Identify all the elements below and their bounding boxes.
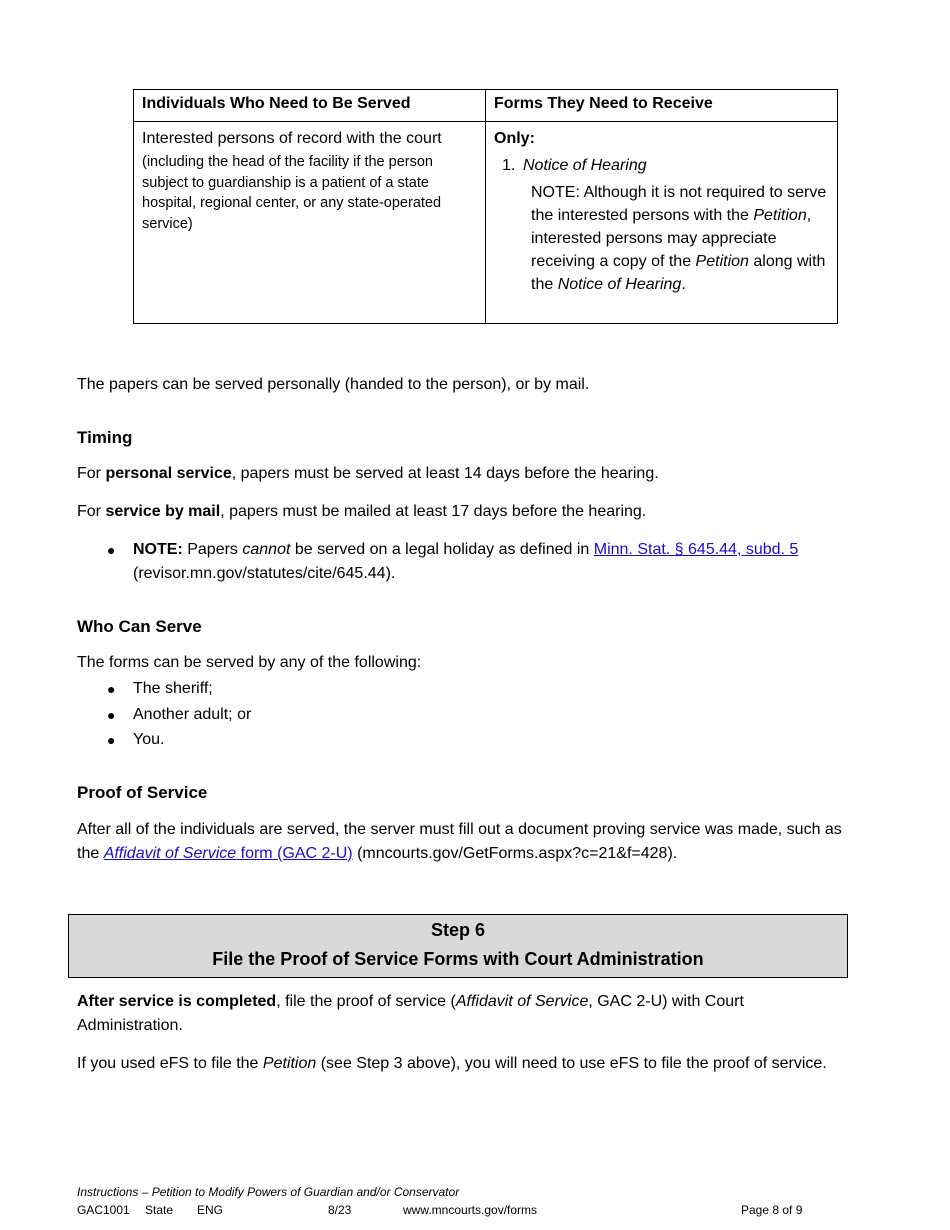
bullet-icon: ● — [107, 542, 116, 558]
service-table — [133, 89, 838, 324]
who-note: (including the head of the facility if the person subject to guardianship is a patient of a state hospital, regional center, or any state-operated service) — [142, 154, 442, 232]
step6-title: File the Proof of Service Forms with Court Administration — [212, 949, 704, 969]
who-can-serve-intro: The forms can be served by any of the following: — [77, 654, 422, 671]
holiday-note: ● NOTE: Papers cannot be served on a legal holiday as defined in Minn. Stat. § 645.44, subd. 5 (revisor.mn.gov/statutes/cite/645.44). — [107, 538, 867, 586]
list-item — [494, 155, 829, 177]
efs-text: If you used eFS to file the Petition (see Step 3 above), you will need to use eFS to file the proof of service. — [77, 1055, 827, 1072]
step6-number: Step 6 — [430, 920, 486, 940]
proof-text: After all of the individuals are served, the server must fill out a document proving service was made, such as the Affidavit of Service form (GAC 2-U) (mncourts.gov/GetForms.aspx?c=21&f=428). — [77, 821, 842, 862]
mail-service-text: For service by mail, papers must be mailed at least 17 days before the hearing. — [77, 503, 647, 520]
only-label: Only: — [494, 130, 535, 147]
table-header-forms: Forms They Need to Receive — [486, 90, 838, 122]
list-item: ● You. — [107, 728, 867, 752]
minn-stat-link[interactable]: Minn. Stat. § 645.44, subd. 5 — [593, 541, 799, 558]
forms-note: NOTE: Although it is not required to serve the interested persons with the Petition, interested persons may appreciate receiving a copy of the Petition along with the Notice of Hearing. — [531, 184, 827, 293]
footer-scope: State — [145, 1203, 174, 1217]
footer-code: GAC1001 — [77, 1203, 130, 1217]
who-cell — [134, 122, 486, 324]
footer-page: Page 8 of 9 — [741, 1203, 803, 1217]
timing-heading: Timing — [77, 428, 133, 447]
item-number: 1. — [502, 157, 516, 174]
step6-banner — [68, 914, 848, 978]
footer-lang: ENG — [197, 1203, 224, 1217]
list-item: ● Another adult; or — [107, 703, 867, 727]
who-can-serve-heading: Who Can Serve — [77, 617, 202, 636]
bullet-icon: ● — [107, 732, 116, 748]
table-row — [134, 122, 838, 324]
proof-heading: Proof of Service — [77, 783, 208, 802]
after-service-text: After service is completed, file the proof of service (Affidavit of Service, GAC 2-U) with Court Administration. — [77, 993, 744, 1034]
bullet-icon: ● — [107, 707, 116, 723]
footer-site: www.mncourts.gov/forms — [403, 1203, 538, 1217]
who-text: Interested persons of record with the court — [142, 130, 442, 147]
footer-date: 8/23 — [328, 1203, 352, 1217]
served-methods-text: The papers can be served personally (handed to the person), or by mail. — [77, 376, 590, 393]
bullet-icon: ● — [107, 681, 116, 697]
affidavit-form-link[interactable]: Affidavit of Service form (GAC 2-U) — [103, 845, 353, 862]
table-header-individuals: Individuals Who Need to Be Served — [134, 90, 486, 122]
personal-service-text: For personal service, papers must be served at least 14 days before the hearing. — [77, 465, 659, 482]
item-title: Notice of Hearing — [523, 157, 647, 174]
list-item: ● The sheriff; — [107, 677, 867, 701]
footer-title: Instructions – Petition to Modify Powers of Guardian and/or Conservator — [77, 1185, 460, 1199]
forms-cell — [486, 122, 838, 324]
